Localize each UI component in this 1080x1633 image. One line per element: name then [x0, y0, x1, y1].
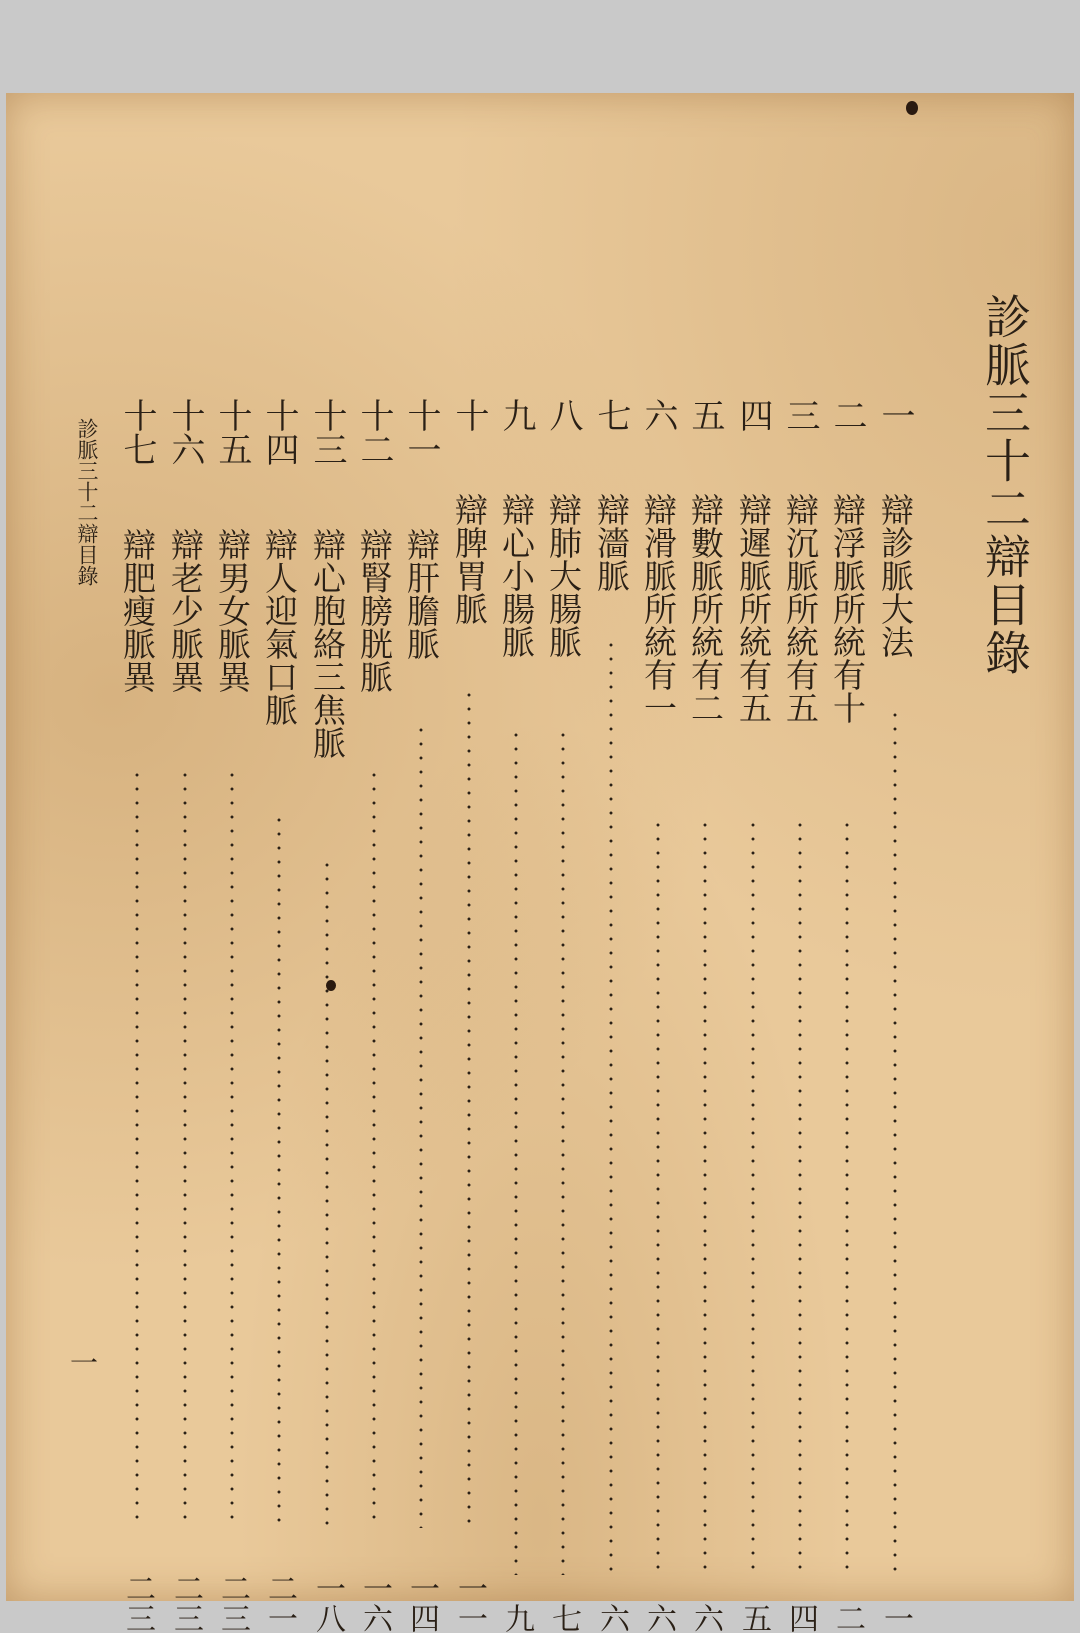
toc-entry [777, 398, 823, 1633]
entry-page: 九 [499, 1603, 534, 1633]
entry-title: 辯遲脈所統有五 [734, 493, 773, 724]
entry-number: 十六 [165, 398, 205, 466]
dot-leader [845, 818, 849, 1575]
entry-number: 七 [591, 398, 631, 432]
toc-entry [635, 398, 681, 1633]
entry-page: 二 [830, 1603, 865, 1633]
entry-number: 十五 [212, 398, 252, 466]
entry-title: 辯數脈所統有二 [686, 493, 725, 724]
dot-leader [514, 728, 518, 1575]
entry-title: 辯肝膽脈 [402, 528, 441, 660]
entry-title: 辯診脈大法 [876, 493, 915, 658]
entry-page: 七 [546, 1603, 581, 1633]
entry-page: 一八 [310, 1573, 345, 1633]
entry-number: 九 [496, 398, 536, 432]
entry-number: 十 [449, 398, 489, 432]
toc-entry [114, 398, 160, 1633]
dot-leader [183, 768, 187, 1528]
entry-page: 二一 [262, 1573, 297, 1633]
entry-page: 一六 [357, 1573, 392, 1633]
entry-number: 一 [875, 398, 915, 432]
entry-page: 五 [736, 1603, 771, 1633]
entry-title: 辯心小腸脈 [497, 493, 536, 658]
entry-title: 辯脾胃脈 [450, 493, 489, 625]
dot-leader [751, 818, 755, 1575]
entry-number: 二 [827, 398, 867, 432]
entry-number: 四 [733, 398, 773, 432]
toc-entry [209, 398, 255, 1633]
entry-page: 二三 [120, 1573, 155, 1633]
toc-entry [588, 398, 634, 1633]
entry-number: 十一 [401, 398, 441, 466]
entry-page: 一一 [452, 1573, 487, 1633]
entry-title: 辯浮脈所統有十 [828, 493, 867, 724]
folio-number: 一 [66, 1348, 99, 1376]
entry-page: 六 [594, 1603, 629, 1633]
entry-title: 辯沉脈所統有五 [781, 493, 820, 724]
toc-entry [304, 398, 350, 1633]
toc-entry [872, 398, 918, 1633]
toc-entry [682, 398, 728, 1633]
dot-leader [372, 768, 376, 1528]
dot-leader [656, 818, 660, 1575]
dot-leader [230, 768, 234, 1528]
page-title: 診脈三十二辯目錄 [978, 293, 1032, 677]
toc-entry [162, 398, 208, 1633]
dot-leader [703, 818, 707, 1575]
toc-entry [540, 398, 586, 1633]
running-head: 診脈三十二辯目錄 [75, 418, 99, 586]
entry-page: 一 [878, 1603, 913, 1633]
entry-number: 十四 [259, 398, 299, 466]
entry-title: 辯肥瘦脈異 [118, 528, 157, 693]
dot-leader [135, 768, 139, 1528]
entry-page: 二三 [168, 1573, 203, 1633]
entry-page: 六 [641, 1603, 676, 1633]
dot-leader [325, 858, 329, 1528]
entry-number: 五 [685, 398, 725, 432]
entry-title: 辯男女脈異 [213, 528, 252, 693]
dot-leader [419, 723, 423, 1528]
toc-entry [398, 398, 444, 1633]
ink-spot [906, 101, 918, 115]
entry-title: 辯滑脈所統有一 [639, 493, 678, 724]
dot-leader [609, 638, 613, 1575]
entry-page: 六 [688, 1603, 723, 1633]
entry-number: 十七 [117, 398, 157, 466]
entry-title: 辯濇脈 [592, 493, 631, 592]
toc-entry [493, 398, 539, 1633]
entry-page: 四 [783, 1603, 818, 1633]
entry-number: 八 [543, 398, 583, 432]
toc-entry [351, 398, 397, 1633]
ink-spot [326, 980, 336, 991]
toc-entry [730, 398, 776, 1633]
entry-number: 十二 [354, 398, 394, 466]
dot-leader [467, 688, 471, 1528]
dot-leader [561, 728, 565, 1575]
toc-entry [446, 398, 492, 1633]
entry-title: 辯心胞絡三焦脈 [308, 528, 347, 759]
entry-title: 辯腎膀胱脈 [355, 528, 394, 693]
toc-entry [256, 398, 302, 1633]
entry-page: 二三 [215, 1573, 250, 1633]
entry-title: 辯人迎氣口脈 [260, 528, 299, 726]
entry-title: 辯肺大腸脈 [544, 493, 583, 658]
page-sheet [6, 93, 1074, 1633]
entry-number: 三 [780, 398, 820, 432]
entry-number: 六 [638, 398, 678, 432]
dot-leader [277, 813, 281, 1528]
dot-leader [893, 708, 897, 1575]
toc-entry [824, 398, 870, 1633]
entry-title: 辯老少脈異 [166, 528, 205, 693]
dot-leader [798, 818, 802, 1575]
entry-page: 一四 [404, 1573, 439, 1633]
entry-number: 十三 [307, 398, 347, 466]
